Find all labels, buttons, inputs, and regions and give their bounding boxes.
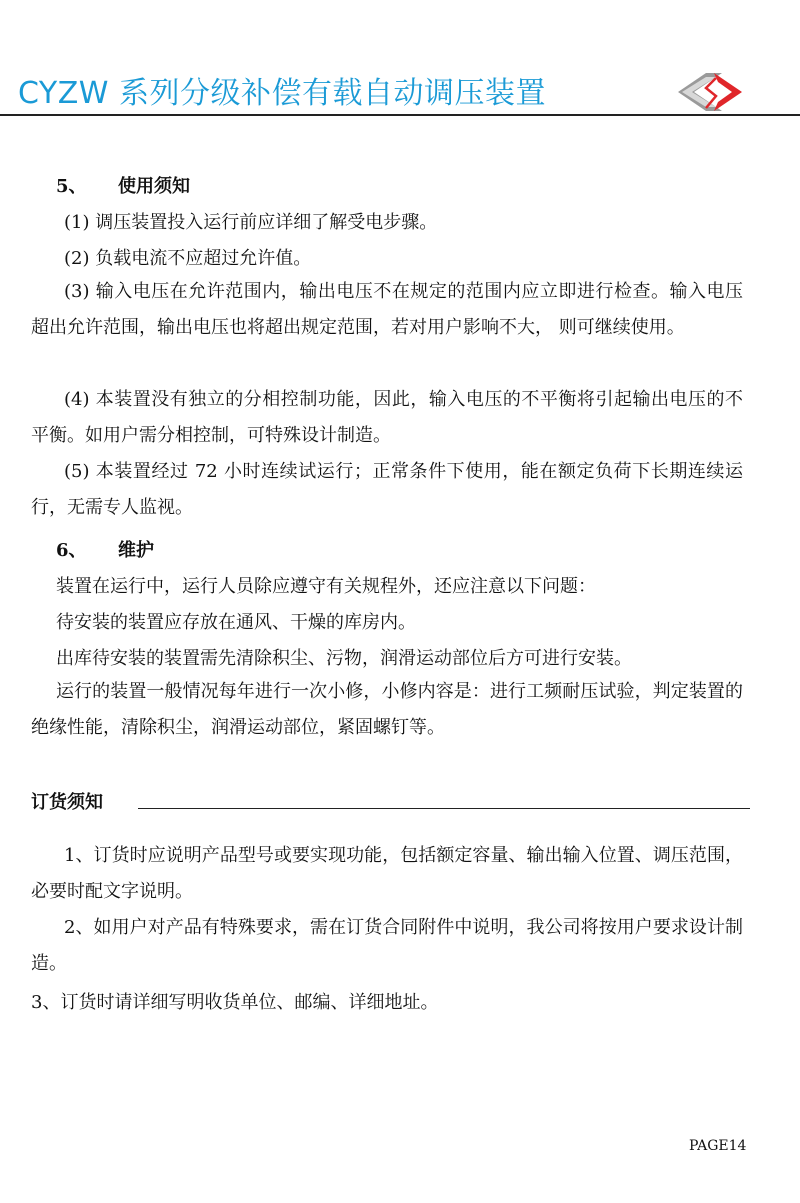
section-5-item-2: (2) 负载电流不应超过允许值。 [64,248,312,269]
order-notes-title: 订货须知 [31,792,103,813]
section-6-item-3: 出库待安装的装置需先清除积尘、污物，润滑运动部位后方可进行安装。 [56,648,632,669]
document-header-title: CYZW 系列分级补偿有载自动调压装置 [18,76,546,111]
section-5-title: 使用须知 [118,176,190,197]
section-6-item-1: 装置在运行中，运行人员除应遵守有关规程外，还应注意以下问题： [56,576,596,597]
order-item-1: 1、订货时应说明产品型号或要实现功能，包括额定容量、输出输入位置、调压范围，必要时配文字说明。 [31,845,743,902]
section-6-number: 6、 [56,540,87,561]
section-6-item-2: 待安装的装置应存放在通风、干燥的库房内。 [56,612,416,633]
page-number: PAGE14 [689,1138,747,1154]
section-5-item-1: (1) 调压装置投入运行前应详细了解受电步骤。 [64,212,438,233]
section-6-title: 维护 [118,540,154,561]
section-5-heading [56,172,190,198]
order-notes-rule [138,808,750,809]
section-5-number: 5、 [56,176,87,197]
section-5-item-3: (3) 输入电压在允许范围内，输出电压不在规定的范围内应立即进行检查。输入电压超出允许范围，输出电压也将超出规定范围，若对用户影响不大， 则可继续使用。 [31,281,743,338]
section-5-item-5: (5) 本装置经过 72 小时连续试运行；正常条件下使用，能在额定负荷下长期连续运行，无需专人监视。 [31,461,743,518]
order-item-3: 3、订货时请详细写明收货单位、邮编、详细地址。 [31,992,439,1013]
section-6-heading [56,536,154,562]
section-5-item-4: (4) 本装置没有独立的分相控制功能，因此，输入电压的不平衡将引起输出电压的不平衡。如用户需分相控制，可特殊设计制造。 [31,389,743,446]
header-divider [0,114,800,116]
order-item-2: 2、如用户对产品有特殊要求，需在订货合同附件中说明，我公司将按用户要求设计制造。 [31,917,743,974]
section-6-item-4: 运行的装置一般情况每年进行一次小修，小修内容是：进行工频耐压试验，判定装置的绝缘性能，清除积尘，润滑运动部位，紧固螺钉等。 [31,681,743,738]
company-logo-icon [676,70,744,114]
